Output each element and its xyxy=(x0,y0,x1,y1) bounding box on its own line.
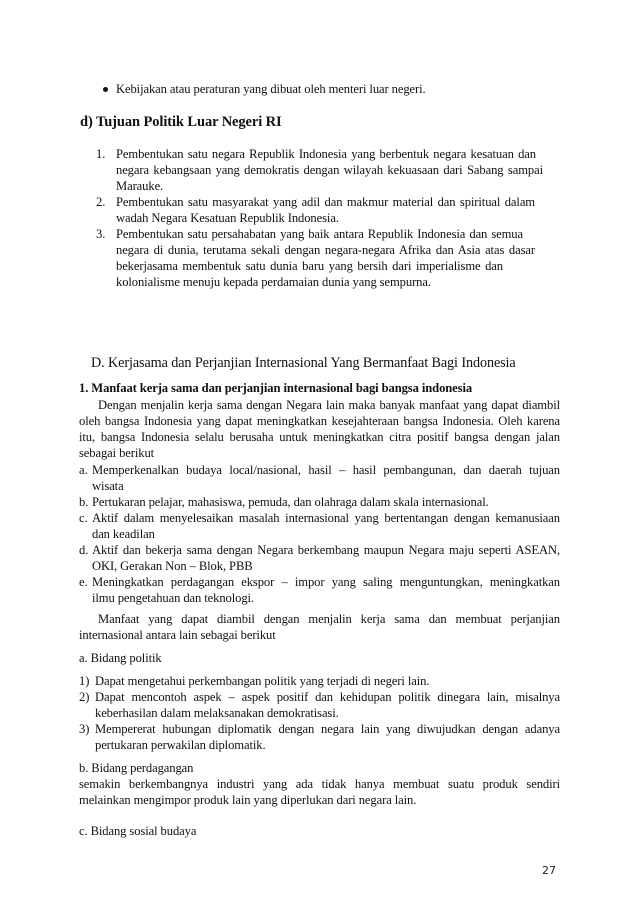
list-label: 2) xyxy=(79,690,90,704)
section-D-heading: D. Kerjasama dan Perjanjian Internasional Yang Bermanfaat Bagi Indonesia xyxy=(91,355,516,371)
bidang-sosial-heading: c. Bidang sosial budaya xyxy=(79,824,197,838)
list-item-line: Mempererat hubungan diplomatik dengan negara lain yang diwujudkan dengan adanya xyxy=(95,722,560,736)
list-item-line: negara kebangsaan yang demokratis dengan wilayah kekuasaan dari Sabang sampai xyxy=(116,163,543,177)
list-label: e. xyxy=(79,575,88,589)
list-item-line: pertukaran perwakilan diplomatik. xyxy=(95,738,266,752)
list-item-line: OKI, Gerakan Non – Blok, PBB xyxy=(92,559,253,573)
list-number: 3. xyxy=(96,227,106,241)
paragraph-line: Dengan menjalin kerja sama dengan Negara lain maka banyak manfaat yang dapat diambil xyxy=(98,398,560,412)
bidang-politik-heading: a. Bidang politik xyxy=(79,651,162,665)
list-item-line: wadah Negara Kesatuan Republik Indonesia. xyxy=(116,211,339,225)
list-item-line: Pembentukan satu negara Republik Indonesia yang berbentuk negara kesatuan dan xyxy=(116,147,536,161)
paragraph-line: Manfaat yang dapat diambil dengan menjalin kerja sama dan membuat perjanjian xyxy=(98,612,560,626)
list-item-line: wisata xyxy=(92,479,124,493)
list-item-line: Pembentukan satu persahabatan yang baik antara Republik Indonesia dan semua xyxy=(116,227,523,241)
section-d-heading: d) Tujuan Politik Luar Negeri RI xyxy=(80,114,282,130)
paragraph-line: sebagai berikut xyxy=(79,446,155,460)
list-item-line: bekerjasama membentuk satu dunia baru yang bersih dari imperialisme dan xyxy=(116,259,503,273)
paragraph-line: semakin berkembangnya industri yang ada tidak hanya membuat suatu produk sendiri xyxy=(79,777,560,791)
list-item-line: ilmu pengetahuan dan teknologi. xyxy=(92,591,254,605)
list-item-line: Dapat mencontoh aspek – aspek positif dan kehidupan politik dinegara lain, misalnya xyxy=(95,690,560,704)
list-item-line: Pembentukan satu masyarakat yang adil dan makmur material dan spiritual dalam xyxy=(116,195,535,209)
paragraph-line: oleh bangsa Indonesia yang dapat meningkatkan kesejahteraan bangsa Indonesia. Oleh karena xyxy=(79,414,560,428)
paragraph-line: internasional antara lain sebagai berikut xyxy=(79,628,276,642)
list-item-line: dan keadilan xyxy=(92,527,155,541)
list-number: 2. xyxy=(96,195,106,209)
list-label: c. xyxy=(79,511,88,525)
paragraph-line: itu, bangsa Indonesia selalu berusaha untuk meningkatkan citra positif bangsa dengan jalan xyxy=(79,430,560,444)
list-label: 1) xyxy=(79,674,90,688)
list-item-line: negara di dunia, terutama sekali dengan negara-negara Afrika dan Asia atas dasar xyxy=(116,243,535,257)
list-item-line: keberhasilan dalam melaksanakan demokratisasi. xyxy=(95,706,339,720)
page-number: 27 xyxy=(542,864,556,877)
list-label: a. xyxy=(79,463,88,477)
list-item-line: Dapat mengetahui perkembangan politik yang terjadi di negeri lain. xyxy=(95,674,430,688)
list-item-line: Memperkenalkan budaya local/nasional, hasil – hasil pembangunan, dan daerah tujuan xyxy=(92,463,560,477)
list-label: d. xyxy=(79,543,89,557)
paragraph-line: melainkan mengimpor produk lain yang diperlukan dari negara lain. xyxy=(79,793,417,807)
list-item-line: Aktif dalam menyelesaikan masalah internasional yang bertentangan dengan kemanusiaan xyxy=(92,511,560,525)
list-label: b. xyxy=(79,495,89,509)
list-item-line: Meningkatkan perdagangan ekspor – impor yang saling menguntungkan, meningkatkan xyxy=(92,575,560,589)
list-label: 3) xyxy=(79,722,90,736)
list-item-line: Pertukaran pelajar, mahasiswa, pemuda, dan olahraga dalam skala internasional. xyxy=(92,495,489,509)
bidang-perdagangan-heading: b. Bidang perdagangan xyxy=(79,761,194,775)
subsection-1-heading: 1. Manfaat kerja sama dan perjanjian internasional bagi bangsa indonesia xyxy=(79,381,473,395)
list-item-line: kolonialisme menuju kepada perdamaian dunia yang sempurna. xyxy=(116,275,431,289)
list-item-line: Aktif dan bekerja sama dengan Negara berkembang maupun Negara maju seperti ASEAN, xyxy=(92,543,560,557)
bullet-icon xyxy=(103,87,108,92)
list-item-line: Marauke. xyxy=(116,179,164,193)
list-number: 1. xyxy=(96,147,106,161)
bullet-item-text: Kebijakan atau peraturan yang dibuat oleh menteri luar negeri. xyxy=(116,82,426,96)
